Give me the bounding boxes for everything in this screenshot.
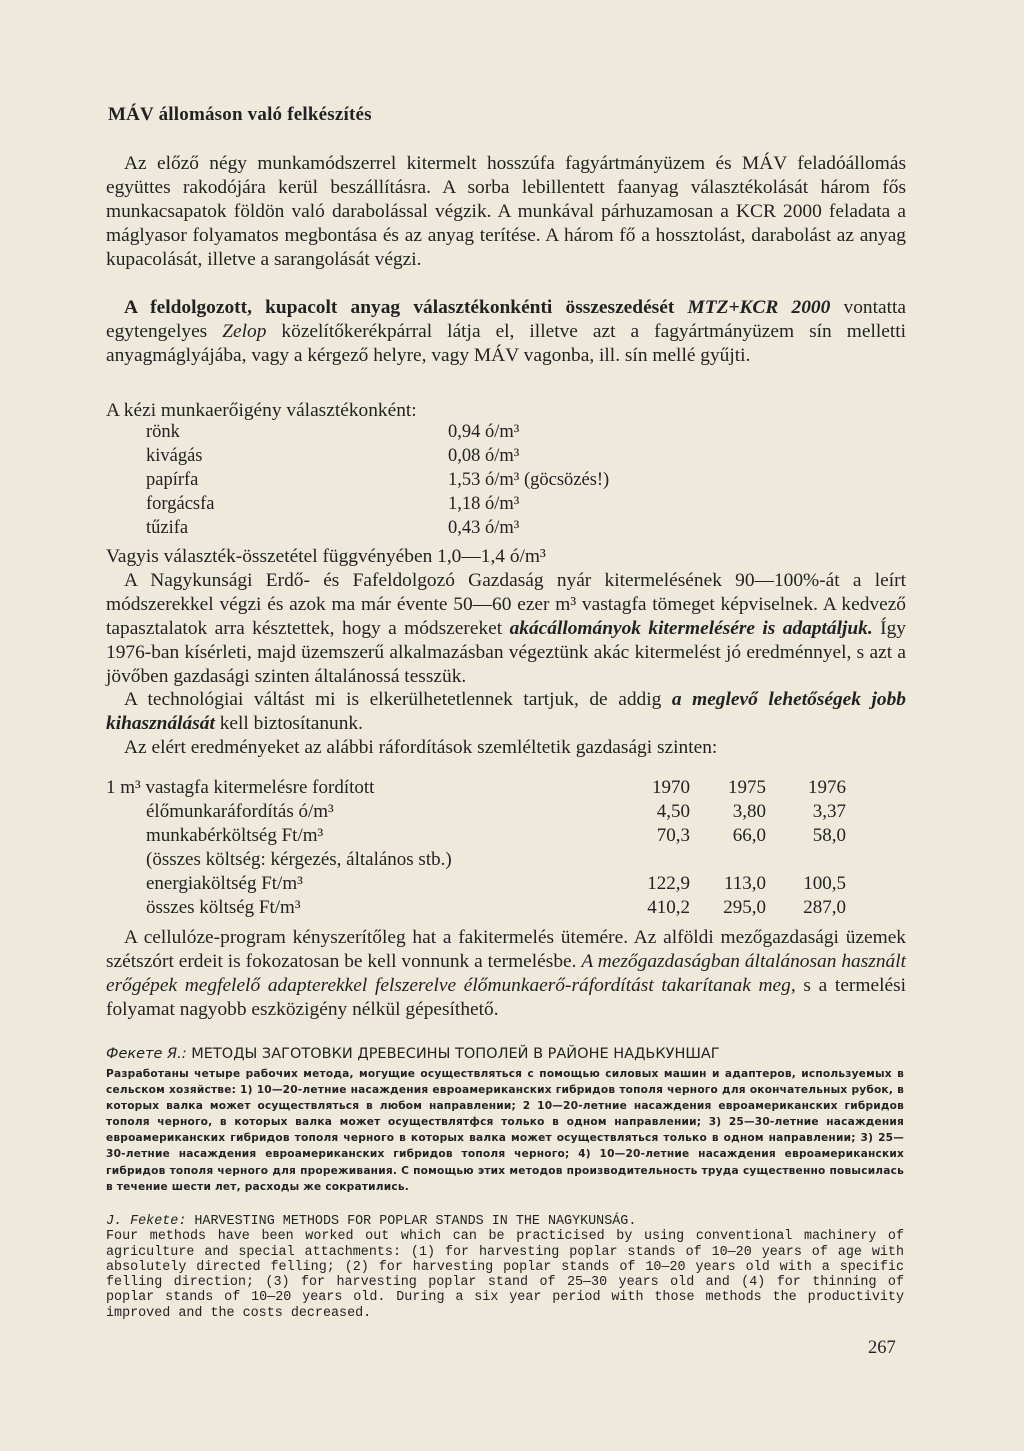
- labor-row: [146, 420, 808, 444]
- cost-value-1975: 295,0: [723, 897, 766, 918]
- labor-row: [146, 492, 808, 516]
- russian-summary-title: [106, 1044, 904, 1064]
- paragraph-3b: [106, 569, 906, 689]
- english-summary-body: Four methods have been worked out which can be practicised by using conventional machinery of agriculture and special attachments: (1) for harvesting poplar stands of 10—20 years of age with absolutely directed felling; (2) for harvesting poplar stands of 10—20 years old with a specific felling direction; (3) for harvesting poplar stand of 25—30 years old and (4) for thinning of poplar stands of 10—20 years old. During a six year period with those methods the productivity improved and the costs decreased.: [106, 1229, 904, 1321]
- paragraph-2-text: [106, 296, 906, 368]
- cost-value-1976: 3,37: [812, 801, 846, 822]
- labor-value: 0,94 ó/m³: [448, 422, 520, 442]
- year-1970: 1970: [652, 777, 690, 798]
- cost-value-1976: 100,5: [803, 873, 846, 894]
- labor-value: 1,18 ó/m³: [448, 494, 520, 514]
- cost-row-label: energiaköltség Ft/m³: [146, 873, 303, 894]
- para2-part-c: vontatta egytengelyes: [106, 297, 906, 342]
- para2-machine: MTZ+KCR 2000: [687, 297, 831, 318]
- cost-value-1975: 66,0: [732, 825, 766, 846]
- para2-part-e: közelítőkerékpárral látja el, illetve azt a fagyártmányüzem sín melletti anyagmáglyájába, vagy a kérgező helyre, vagy MÁV vagonba, ill. sín mellé gyűjti.: [106, 320, 906, 366]
- russian-summary-body: Разработаны четыре рабочих метода, могущие осуществляться с помощью силовых машин и адаптеров, используемых в сельском хозяйстве: 1) 10—20-летние насаждения евроамериканских гибридов тополя черного для окончательных рубок, в которых валка может осуществляться в любом направлении; 2 10—20-летние насаждения евроамериканских гибридов тополя черного, в которых валка может осуществлятфся только в одном направлении; 3) 25—30-летние насаждения евроамериканских гибридов тополя черного в которых валка может осуществляться только в одном направлении; 3) 25—30-летние насаждения евроамериканских гибридов тополя черного; 4) 10—20-летние насаждения евроамериканских гибридов тополя черного для прореживания. С помощью этих методов производительность труда существенно повысилась в течение шести лет, расходы же сократились.: [106, 1068, 904, 1193]
- year-1975: 1975: [728, 777, 766, 798]
- cost-value-1970: 410,2: [647, 897, 690, 918]
- cost-value-1970: 122,9: [647, 873, 690, 894]
- cost-table-row: [106, 896, 850, 920]
- paragraph-3c: [106, 688, 906, 736]
- cost-value-1975: 113,0: [723, 873, 766, 894]
- english-title-text: HARVESTING METHODS FOR POPLAR STANDS IN THE NAGYKUNSÁG.: [186, 1214, 637, 1229]
- cost-table-row: [106, 800, 850, 824]
- cost-value-1976: 287,0: [803, 897, 846, 918]
- paragraph-2: [106, 296, 906, 368]
- cost-header-label: 1 m³ vastagfa kitermelésre fordított: [106, 777, 375, 798]
- labor-row: [146, 516, 808, 540]
- para4-part-a: A cellulóze-program kényszerítőleg hat a fakitermelés ütemére. Az alföldi mezőgazdasági üzemek szétszórt erdeit is fokozatosan be kell vonnunk a termelésbe.: [106, 927, 906, 972]
- para3c-emphasis: a meglevő lehetőségek jobb kihasználását: [106, 689, 906, 735]
- paragraph-1-text: Az előző négy munkamódszerrel kitermelt hosszúfa fagyártmányüzem és MÁV feladóállomás együttes rakodójára kerül beszállításra. A sorba lebillentett faanyag választékolását három fős munkacsapatok földön való darabolással végzik. A munkával párhuzamosan a KCR 2000 feladata a máglyasor folyamatos megbontása és az anyag terítése. A három fő a hossztolást, darabolást az anyag kupacolását, illetve a sarangolását végzi.: [106, 153, 906, 270]
- russian-summary: [106, 1044, 904, 1195]
- labor-value: 1,53 ó/m³ (göcsözés!): [448, 470, 610, 490]
- russian-title-text: МЕТОДЫ ЗАГОТОВКИ ДРЕВЕСИНЫ ТОПОЛЕЙ В РАЙОНЕ НАДЬКУНШАГ: [186, 1046, 720, 1062]
- labor-value: 0,43 ó/m³: [448, 518, 520, 538]
- labor-name: rönk: [146, 422, 180, 442]
- cost-value-1976: 58,0: [812, 825, 846, 846]
- para3b-part-c: Így 1976-ban kísérleti, majd üzemszerű alkalmazásban végeztünk akác kitermelést jó eredménnyel, s azt a jövőben gazdasági szinten általánossá tesszük.: [106, 617, 906, 687]
- english-summary: [106, 1214, 904, 1321]
- labor-name: tűzifa: [146, 518, 189, 538]
- para4-emphasis: A mezőgazdaságban általánosan használt erőgépek megfelelő adapterekkel felszerelve élőmunkaerő-ráfordítást takarítanak meg,: [106, 950, 906, 996]
- labor-name: forgácsfa: [146, 494, 215, 514]
- paragraph-1: [106, 152, 906, 272]
- labor-table: [146, 420, 808, 540]
- cost-value-1975: 3,80: [732, 801, 766, 822]
- paragraph-3d: Az elért eredményeket az alábbi ráfordítások szemléltetik gazdasági szinten:: [124, 737, 718, 759]
- cost-row-label: összes költség Ft/m³: [146, 897, 301, 918]
- labor-row: [146, 444, 808, 468]
- para3b-part-a: A Nagykunsági Erdő- és Fafeldolgozó Gazdaság nyár kitermelésének 90—100%-át a leírt módszerekkel végzi és azok ma már évente 50—60 ezer m³ vastagfa tömeget képviselnek. A kedvező tapasztalatok arra késztettek, hogy a módszereket: [106, 569, 906, 639]
- labor-heading: A kézi munkaerőigény választékonként:: [106, 400, 417, 421]
- labor-name: papírfa: [146, 470, 199, 490]
- paragraph-3: [106, 545, 906, 760]
- russian-author: Фекете Я.:: [106, 1046, 187, 1062]
- para2-zelop: Zelop: [222, 320, 267, 342]
- para2-part-a: A feldolgozott, kupacolt anyag választékonkénti összeszedését: [124, 297, 688, 318]
- cost-row-label: munkabérköltség Ft/m³: [146, 825, 324, 846]
- para4-part-c: s a termelési folyamat nagyobb eszközigény nélkül gépesíthető.: [106, 974, 906, 1020]
- cost-value-1970: 4,50: [656, 801, 690, 822]
- para3c-part-c: kell biztosítanunk.: [214, 713, 363, 735]
- labor-value: 0,08 ó/m³: [448, 446, 520, 466]
- cost-row-label: élőmunkaráfordítás ó/m³: [146, 801, 334, 822]
- cost-table-row: [106, 824, 850, 848]
- cost-table-row: [106, 848, 850, 872]
- paragraph-4: [106, 926, 906, 1022]
- year-1976: 1976: [808, 777, 846, 798]
- english-author: J. Fekete:: [106, 1214, 187, 1229]
- page-number: 267: [868, 1338, 896, 1358]
- para3c-part-a: A technológiai váltást mi is elkerülhetetlennek tartjuk, de addig: [124, 689, 672, 711]
- cost-table-row: [106, 872, 850, 896]
- english-summary-title: [106, 1214, 904, 1229]
- paragraph-4-text: [106, 926, 906, 1022]
- labor-name: kivágás: [146, 446, 203, 466]
- cost-value-1970: 70,3: [656, 825, 690, 846]
- labor-row: [146, 468, 808, 492]
- cost-table: [106, 776, 850, 920]
- cost-table-header: [106, 776, 850, 800]
- para3b-emphasis: akácállományok kitermelésére is adaptáljuk.: [509, 617, 873, 639]
- labor-summary: Vagyis választék-összetétel függvényében 1,0—1,4 ó/m³: [106, 546, 546, 567]
- section-heading: MÁV állomáson való felkészítés: [108, 104, 372, 125]
- cost-row-label: (összes költség: kérgezés, általános stb.): [146, 849, 452, 870]
